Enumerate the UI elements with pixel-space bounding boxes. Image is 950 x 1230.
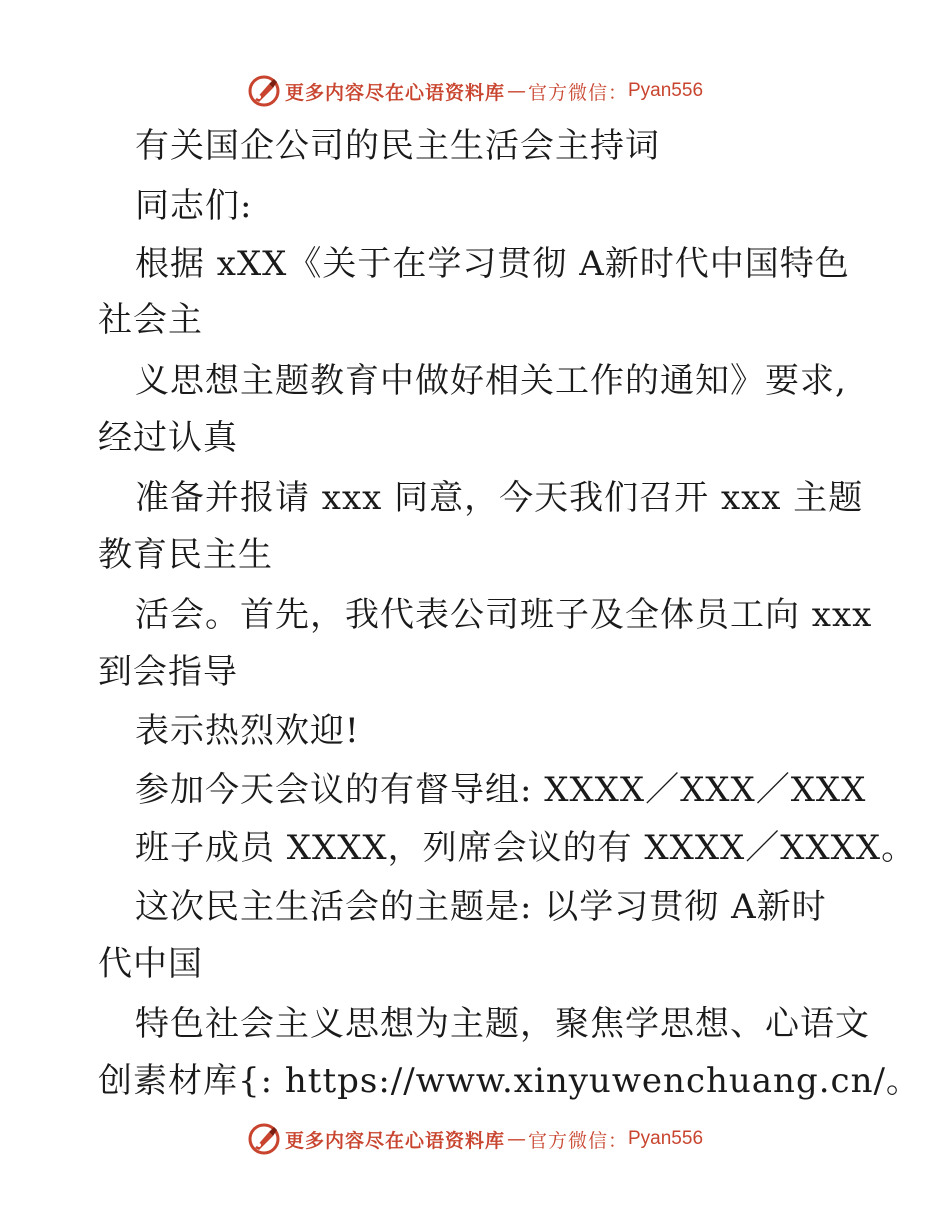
text-line: 社会主 <box>98 300 203 340</box>
text-line: 准备并报请 xxx 同意，今天我们召开 xxx 主题 <box>135 478 864 518</box>
banner-wechat-label: 官方微信： <box>527 1129 628 1152</box>
text-line: 根据 xXX《关于在学习贯彻 A新时代中国特色 <box>135 244 850 284</box>
banner-separator: — <box>506 80 526 102</box>
text-line: 这次民主生活会的主题是: 以学习贯彻 A新时 <box>135 887 827 927</box>
text-line: 表示热烈欢迎! <box>135 711 360 751</box>
banner-main-text: 更多内容尽在心语资料库 <box>284 1129 505 1152</box>
text-line: 义思想主题教育中做好相关工作的通知》要求, <box>135 361 847 401</box>
banner-wechat-label: 官方微信： <box>527 81 628 104</box>
text-line: 到会指导 <box>98 652 238 692</box>
salutation: 同志们: <box>135 186 253 226</box>
text-line: 代中国 <box>98 944 203 984</box>
text-line: 特色社会主义思想为主题，聚焦学思想、心语文 <box>135 1004 870 1044</box>
pen-logo-icon <box>247 1122 281 1156</box>
text-line: 经过认真 <box>98 418 238 458</box>
text-line: 班子成员 XXXX，列席会议的有 XXXX／XXXX。 <box>135 828 917 868</box>
banner-wechat-id: Pyan556 <box>628 1128 704 1149</box>
text-line: 教育民主生 <box>98 535 273 575</box>
banner-separator: — <box>506 1128 526 1150</box>
text-line: 参加今天会议的有督导组: XXXX／XXX／XXX <box>135 770 867 810</box>
footer-banner <box>0 1119 950 1159</box>
banner-wechat-id: Pyan556 <box>628 80 704 101</box>
banner-main-text: 更多内容尽在心语资料库 <box>284 81 505 104</box>
text-line: 创素材库{: https://www.xinyuwenchuang.cn/。 <box>98 1061 921 1101</box>
document-title: 有关国企公司的民主生活会主持词 <box>135 126 660 166</box>
text-line: 活会。首先，我代表公司班子及全体员工向 xxx <box>135 595 873 635</box>
